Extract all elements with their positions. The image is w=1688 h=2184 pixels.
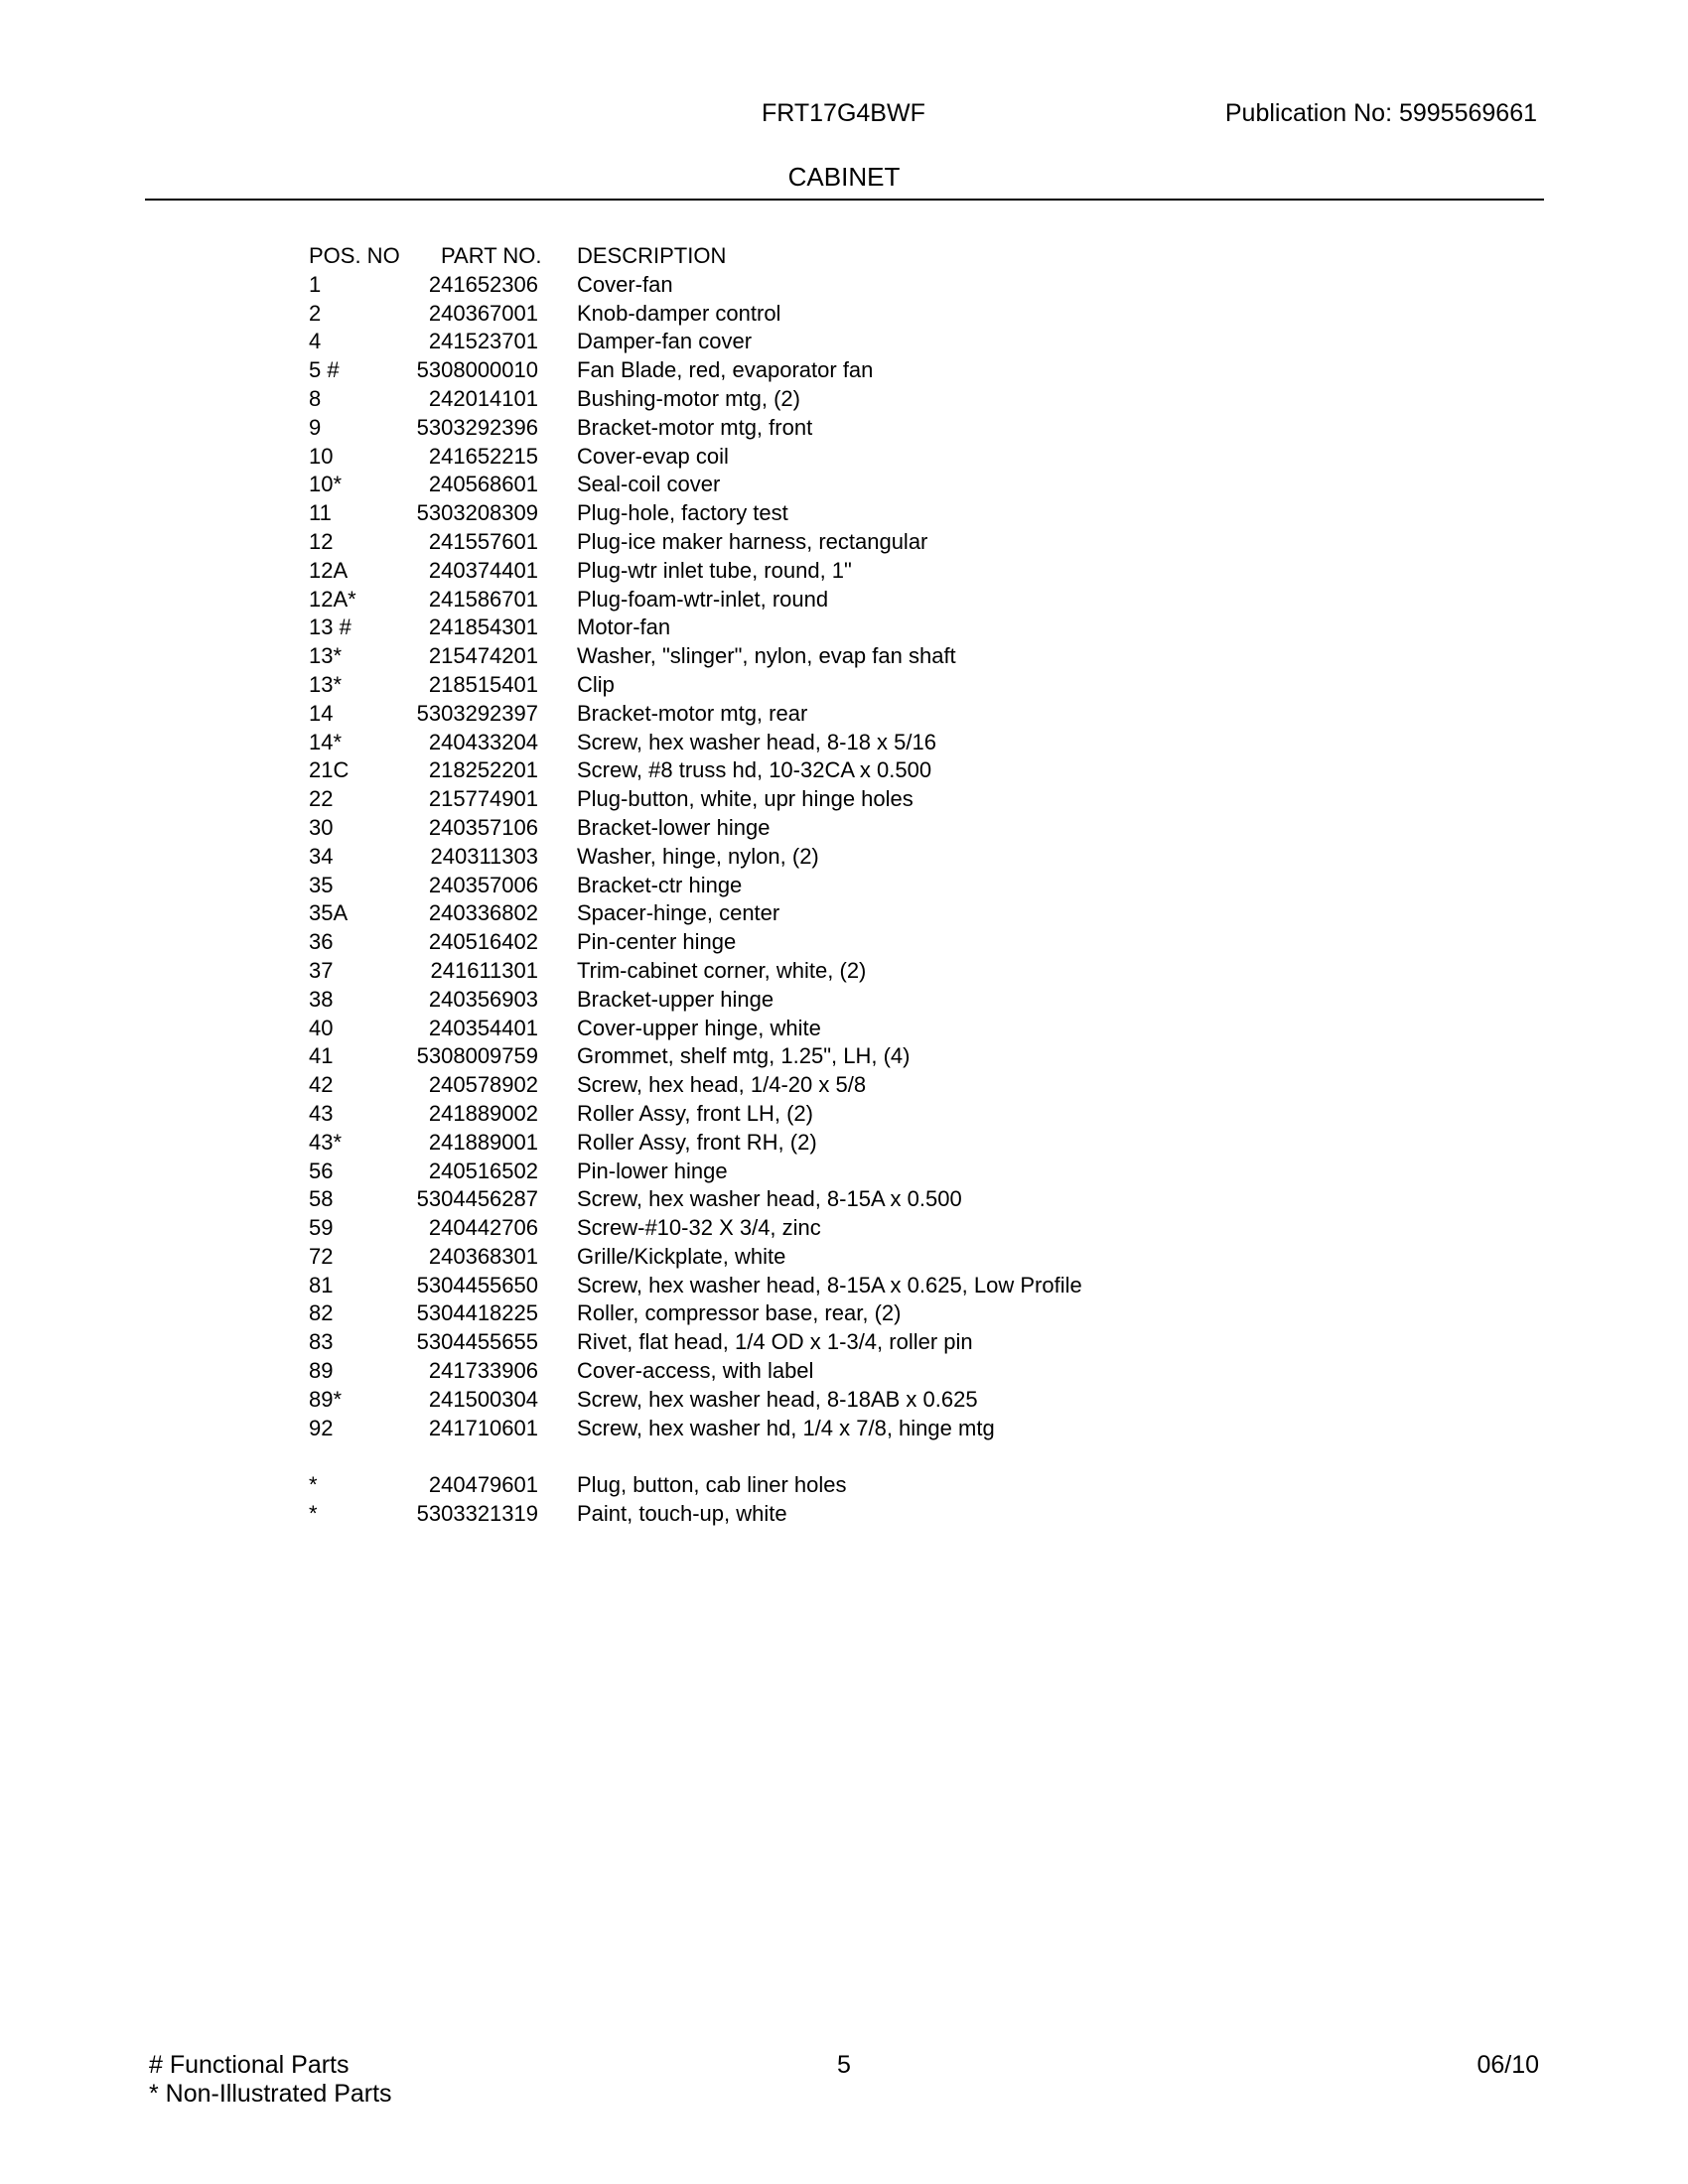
part-number: 5304455650 xyxy=(416,1272,538,1297)
part-pos: 59 xyxy=(309,1215,334,1241)
part-description: Pin-lower hinge xyxy=(577,1158,728,1183)
part-description: Plug-ice maker harness, rectangular xyxy=(577,528,928,554)
part-pos: * xyxy=(309,1472,318,1498)
column-header-description: DESCRIPTION xyxy=(577,243,727,268)
part-pos: 12A* xyxy=(309,586,356,612)
part-pos: * xyxy=(309,1501,318,1527)
part-pos: 5 # xyxy=(309,357,340,383)
part-number: 240568601 xyxy=(428,472,538,497)
part-description: Fan Blade, red, evaporator fan xyxy=(577,357,874,383)
part-number: 240368301 xyxy=(428,1243,538,1269)
part-number: 5304455655 xyxy=(416,1329,538,1355)
part-pos: 41 xyxy=(309,1043,334,1069)
part-description: Bracket-ctr hinge xyxy=(577,872,743,897)
part-number: 240516402 xyxy=(428,929,538,955)
part-description: Rivet, flat head, 1/4 OD x 1-3/4, roller pin xyxy=(577,1329,973,1355)
part-pos: 4 xyxy=(309,329,322,354)
part-pos: 42 xyxy=(309,1072,334,1098)
part-number: 240433204 xyxy=(428,729,538,754)
part-description: Grommet, shelf mtg, 1.25", LH, (4) xyxy=(577,1043,911,1069)
part-pos: 43 xyxy=(309,1100,334,1126)
part-description: Bushing-motor mtg, (2) xyxy=(577,385,800,411)
part-number: 241586701 xyxy=(428,586,538,612)
part-description: Cover-access, with label xyxy=(577,1358,814,1384)
part-number: 240479601 xyxy=(428,1472,538,1498)
part-pos: 10* xyxy=(309,472,343,497)
part-number: 240357106 xyxy=(428,814,538,840)
part-pos: 81 xyxy=(309,1272,334,1297)
part-pos: 1 xyxy=(309,271,322,297)
part-number: 241733906 xyxy=(428,1358,538,1384)
model-number: FRT17G4BWF xyxy=(762,99,925,127)
part-number: 5303292396 xyxy=(416,414,538,440)
part-description: Screw-#10-32 X 3/4, zinc xyxy=(577,1215,821,1241)
part-number: 241710601 xyxy=(428,1415,538,1440)
part-pos: 92 xyxy=(309,1415,334,1440)
part-number: 240367001 xyxy=(428,300,538,326)
part-number: 218515401 xyxy=(428,671,538,697)
part-description: Screw, hex washer hd, 1/4 x 7/8, hinge mtg xyxy=(577,1415,995,1440)
part-description: Roller, compressor base, rear, (2) xyxy=(577,1300,902,1326)
part-description: Cover-fan xyxy=(577,271,673,297)
header-divider xyxy=(145,199,1544,201)
part-pos: 72 xyxy=(309,1243,334,1269)
part-pos: 13* xyxy=(309,671,343,697)
part-pos: 82 xyxy=(309,1300,334,1326)
part-pos: 56 xyxy=(309,1158,334,1183)
part-number: 240357006 xyxy=(428,872,538,897)
part-number: 241889002 xyxy=(428,1100,538,1126)
part-pos: 13 # xyxy=(309,614,352,640)
part-description: Screw, hex washer head, 8-18AB x 0.625 xyxy=(577,1386,978,1412)
part-pos: 35A xyxy=(309,900,349,926)
part-description: Pin-center hinge xyxy=(577,929,737,955)
column-header-pos: POS. NO xyxy=(309,243,400,268)
part-pos: 83 xyxy=(309,1329,334,1355)
part-description: Bracket-motor mtg, front xyxy=(577,414,813,440)
section-title: CABINET xyxy=(787,162,901,192)
part-pos: 10 xyxy=(309,443,334,469)
part-pos: 8 xyxy=(309,385,322,411)
legend-functional-parts: # Functional Parts xyxy=(149,2051,350,2079)
part-description: Roller Assy, front LH, (2) xyxy=(577,1100,813,1126)
publication-date: 06/10 xyxy=(1477,2051,1539,2079)
part-pos: 30 xyxy=(309,814,334,840)
part-number: 240311303 xyxy=(430,843,538,869)
part-pos: 14* xyxy=(309,729,343,754)
part-number: 241889001 xyxy=(428,1129,538,1155)
part-number: 5308009759 xyxy=(416,1043,538,1069)
part-number: 241523701 xyxy=(428,329,538,354)
part-pos: 35 xyxy=(309,872,334,897)
part-number: 240336802 xyxy=(428,900,538,926)
publication-number: Publication No: 5995569661 xyxy=(1224,99,1537,127)
part-description: Cover-evap coil xyxy=(577,443,729,469)
part-pos: 9 xyxy=(309,414,322,440)
part-description: Screw, hex head, 1/4-20 x 5/8 xyxy=(577,1072,867,1098)
part-pos: 37 xyxy=(309,957,334,983)
part-description: Washer, hinge, nylon, (2) xyxy=(577,843,819,869)
part-description: Plug-foam-wtr-inlet, round xyxy=(577,586,829,612)
part-number: 240516502 xyxy=(428,1158,538,1183)
part-number: 240374401 xyxy=(428,557,538,583)
part-description: Damper-fan cover xyxy=(577,329,753,354)
part-number: 5303208309 xyxy=(416,500,538,526)
part-pos: 89* xyxy=(309,1386,343,1412)
column-header-part: PART NO. xyxy=(441,243,542,268)
part-pos: 11 xyxy=(309,500,332,526)
part-number: 5308000010 xyxy=(416,357,538,383)
part-description: Screw, hex washer head, 8-15A x 0.625, Low Profile xyxy=(577,1272,1082,1297)
part-pos: 12A xyxy=(309,557,349,583)
part-description: Screw, hex washer head, 8-15A x 0.500 xyxy=(577,1186,962,1212)
part-pos: 36 xyxy=(309,929,334,955)
part-number: 240354401 xyxy=(428,1015,538,1040)
legend-non-illustrated-parts: * Non-Illustrated Parts xyxy=(149,2080,392,2108)
part-description: Paint, touch-up, white xyxy=(577,1501,787,1527)
part-description: Bracket-upper hinge xyxy=(577,986,774,1012)
part-description: Screw, hex washer head, 8-18 x 5/16 xyxy=(577,729,936,754)
part-pos: 40 xyxy=(309,1015,334,1040)
part-pos: 12 xyxy=(309,528,334,554)
part-pos: 38 xyxy=(309,986,334,1012)
part-description: Screw, #8 truss hd, 10-32CA x 0.500 xyxy=(577,757,932,783)
part-description: Plug, button, cab liner holes xyxy=(577,1472,847,1498)
part-description: Trim-cabinet corner, white, (2) xyxy=(577,957,867,983)
part-description: Seal-coil cover xyxy=(577,472,721,497)
part-description: Plug-hole, factory test xyxy=(577,500,788,526)
part-number: 241652306 xyxy=(428,271,538,297)
part-number: 218252201 xyxy=(428,757,538,783)
part-number: 240356903 xyxy=(428,986,538,1012)
part-pos: 89 xyxy=(309,1358,334,1384)
part-description: Bracket-lower hinge xyxy=(577,814,771,840)
part-pos: 58 xyxy=(309,1186,334,1212)
part-pos: 21C xyxy=(309,757,350,783)
part-number: 241652215 xyxy=(428,443,538,469)
part-pos: 14 xyxy=(309,700,334,726)
part-pos: 34 xyxy=(309,843,334,869)
part-number: 215774901 xyxy=(428,786,538,812)
part-description: Bracket-motor mtg, rear xyxy=(577,700,808,726)
part-number: 5303292397 xyxy=(416,700,538,726)
part-number: 241611301 xyxy=(430,957,538,983)
part-description: Motor-fan xyxy=(577,614,671,640)
part-description: Spacer-hinge, center xyxy=(577,900,780,926)
part-number: 242014101 xyxy=(428,385,538,411)
part-description: Washer, "slinger", nylon, evap fan shaft xyxy=(577,643,956,669)
part-pos: 2 xyxy=(309,300,322,326)
part-number: 241557601 xyxy=(428,528,538,554)
part-description: Plug-button, white, upr hinge holes xyxy=(577,786,914,812)
part-number: 241500304 xyxy=(428,1386,538,1412)
part-description: Plug-wtr inlet tube, round, 1" xyxy=(577,557,852,583)
part-number: 5304456287 xyxy=(416,1186,538,1212)
part-number: 215474201 xyxy=(428,643,538,669)
page-number: 5 xyxy=(837,2051,851,2079)
part-pos: 13* xyxy=(309,643,343,669)
part-description: Knob-damper control xyxy=(577,300,781,326)
part-pos: 22 xyxy=(309,786,334,812)
part-number: 5304418225 xyxy=(416,1300,538,1326)
part-number: 240442706 xyxy=(428,1215,538,1241)
part-description: Clip xyxy=(577,671,615,697)
part-number: 5303321319 xyxy=(416,1501,538,1527)
part-number: 241854301 xyxy=(428,614,538,640)
part-description: Grille/Kickplate, white xyxy=(577,1243,786,1269)
part-description: Roller Assy, front RH, (2) xyxy=(577,1129,817,1155)
part-description: Cover-upper hinge, white xyxy=(577,1015,821,1040)
part-number: 240578902 xyxy=(428,1072,538,1098)
part-pos: 43* xyxy=(309,1129,343,1155)
